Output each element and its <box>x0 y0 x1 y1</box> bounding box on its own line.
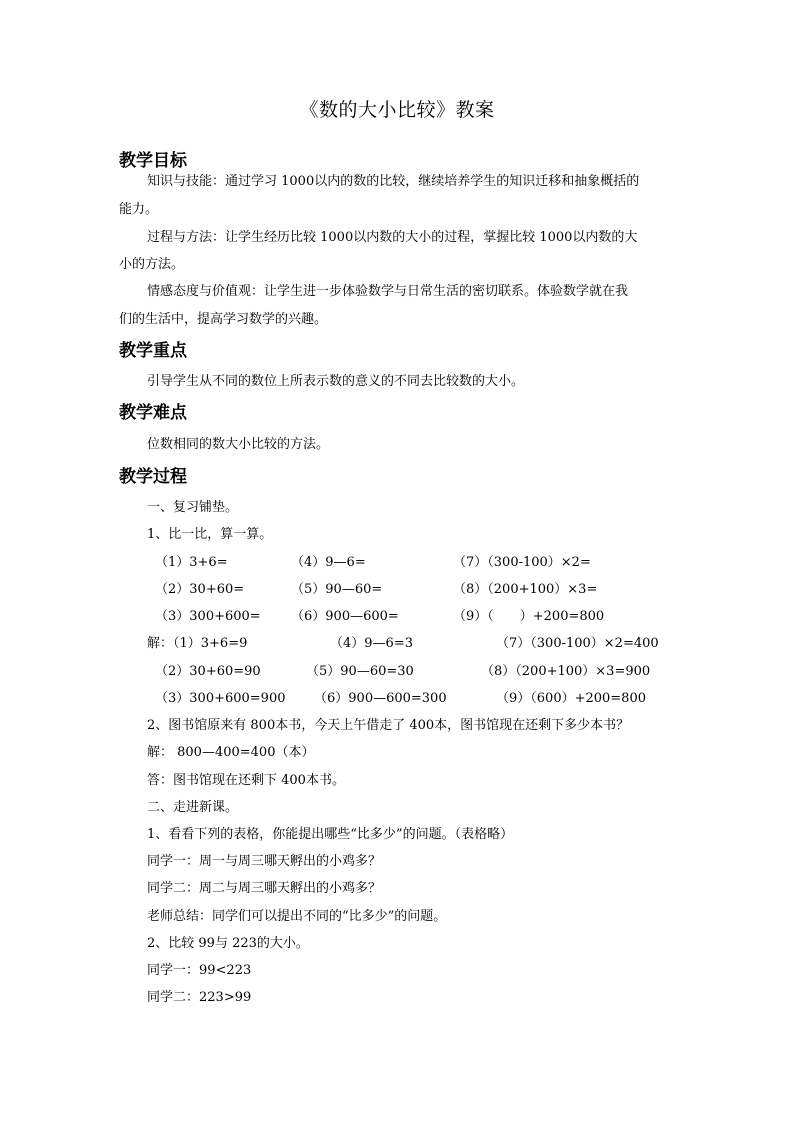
answer-item: （5）90—60=30 <box>306 664 414 679</box>
goals-heading: 教学目标 <box>119 151 187 171</box>
key-points-text: 引导学生从不同的数位上所表示数的意义的不同去比较数的大小。 <box>147 374 525 389</box>
teacher-summary: 老师总结：同学们可以提出不同的“比多少”的问题。 <box>147 909 447 924</box>
review-title: 一、复习铺垫。 <box>147 500 239 515</box>
student-2-question: 同学二：周二与周三哪天孵出的小鸡多？ <box>147 881 382 896</box>
process-heading: 教学过程 <box>119 467 187 487</box>
exercise-item: （7）（300-100）×2= <box>453 555 591 570</box>
new-lesson-title: 二、走进新课。 <box>147 800 239 815</box>
new-lesson-question-1: 1、看看下列的表格，你能提出哪些“比多少”的问题。（表格略） <box>147 827 514 842</box>
goals-line: 能力。 <box>119 202 159 217</box>
goals-line: 过程与方法：让学生经历比较 1000以内数的大小的过程，掌握比较 1000以内数的大 <box>147 230 638 245</box>
question-2: 2、图书馆原来有 800本书，今天上午借走了 400本，图书馆现在还剩下多少本书？ <box>147 718 630 733</box>
difficulty-heading: 教学难点 <box>119 403 187 423</box>
exercise-item: （8）（200+100）×3= <box>453 582 598 597</box>
answer-item: （7）（300-100）×2=400 <box>496 636 659 651</box>
answer-item: （4）9—6=3 <box>330 636 413 651</box>
exercise-item: （4）9—6= <box>291 555 366 570</box>
exercise-item: （6）900—600= <box>291 609 399 624</box>
exercise-item: （5）90—60= <box>291 582 383 597</box>
exercise-item: （1）3+6= <box>155 555 228 570</box>
student-1-answer: 同学一：99<223 <box>147 963 252 978</box>
difficulty-text: 位数相同的数大小比较的方法。 <box>147 437 330 452</box>
document-title: 《数的大小比较》教案 <box>299 99 495 121</box>
key-points-heading: 教学重点 <box>119 341 187 361</box>
goals-line: 们的生活中，提高学习数学的兴趣。 <box>119 312 328 327</box>
exercise-item: （9）（ ）+200=800 <box>453 609 605 624</box>
answer-item: （9）（600）+200=800 <box>496 691 646 706</box>
exercise-item: （3）300+600= <box>155 609 261 624</box>
question-2-solution: 解： 800—400=400（本） <box>147 745 315 760</box>
answer-item: （2）30+60=90 <box>155 664 261 679</box>
question-2-answer: 答：图书馆现在还剩下 400本书。 <box>147 773 345 788</box>
new-lesson-question-2: 2、比较 99与 223的大小。 <box>147 936 309 951</box>
exercise-item: （2）30+60= <box>155 582 245 597</box>
answer-item: （3）300+600=900 <box>155 691 286 706</box>
answer-item: （8）（200+100）×3=900 <box>481 664 651 679</box>
student-2-answer: 同学二：223>99 <box>147 990 252 1005</box>
answer-item: （6）900—600=300 <box>314 691 447 706</box>
question-1: 1、比一比，算一算。 <box>147 527 273 542</box>
goals-line: 情感态度与价值观：让学生进一步体验数学与日常生活的密切联系。体验数学就在我 <box>147 284 629 299</box>
goals-line: 知识与技能：通过学习 1000以内的数的比较，继续培养学生的知识迁移和抽象概括的 <box>147 174 640 189</box>
answer-item: 解：（1）3+6=9 <box>147 636 248 651</box>
goals-line: 小的方法。 <box>119 257 185 272</box>
student-1-question: 同学一：周一与周三哪天孵出的小鸡多？ <box>147 854 382 869</box>
